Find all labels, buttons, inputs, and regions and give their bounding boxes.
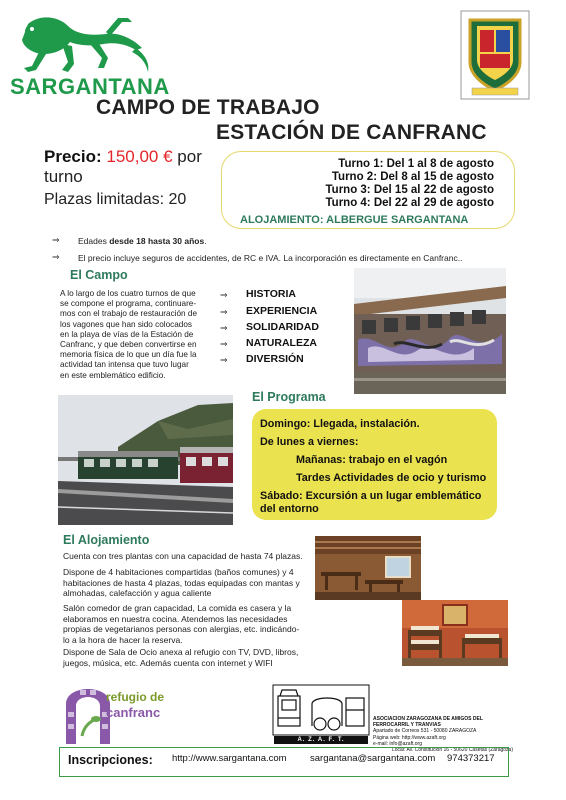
station-photo [58,395,233,525]
alojamiento-line: elaboramos en nuestra cocina. Atendemos las necesidades [63,613,288,624]
campo-line: memoria física de lo que un día fue la [60,350,197,360]
programa-domingo: Domingo: Llegada, instalación. [260,418,420,430]
bullet-item: NATURALEZA [246,337,317,349]
alojamiento-line: Salón comedor de gran capacidad, La comida es casera y la [63,603,292,613]
bullet-item: EXPERIENCIA [246,305,318,317]
campo-title: El Campo [70,268,128,282]
azaft-local: Local: Av. Constitución 16 - 50620 Casetas (Zaragoza) [392,747,513,754]
alojamiento-line: Dispone de Sala de Ocio anexa al refugio con TV, DVD, libros, [63,647,299,657]
alojamiento-line: juegos, música, etc. Además cuenta con internet y WIFI [63,657,273,668]
azaft-name: ASOCIACION ZARAGOZANA DE AMIGOS DEL FERROCARRIL Y TRANVIAS [373,716,483,729]
campo-line: se compone el programa, continuare- [60,299,197,309]
price-unit-wrap: turno [44,167,83,186]
coat-of-arms-logo [460,10,530,100]
inscripciones-label: Inscripciones: [68,753,153,767]
campo-line: en este emblemático edificio. [60,370,166,380]
campo-line: Canfranc, y que deben convertirse en [60,340,197,350]
double-arrow-icon: ⇒ [52,235,60,245]
alojamiento-p1: Cuenta con tres plantas con una capacidad de hasta 74 plazas. [63,551,303,561]
edades-suffix: . [204,236,207,246]
refugio-line1: refugio de [106,690,165,704]
double-arrow-icon: ⇒ [220,307,228,317]
alojamiento-header: ALOJAMIENTO: ALBERGUE SARGANTANA [240,214,469,226]
turno-item: Turno 1: Del 1 al 8 de agosto [338,158,494,170]
page-title-line2: ESTACIÓN DE CANFRANC [216,121,487,144]
lizard-icon [10,10,155,80]
website-link[interactable]: http://www.sargantana.com [172,753,287,764]
alojamiento-line: habitaciones de hasta 4 plazas, todas equipadas con mantas y [63,577,300,588]
dining-room-photo [315,536,421,600]
locomotive-icon [272,684,370,736]
bullet-item: SOLIDARIDAD [246,321,319,333]
alojamiento-p2 [63,567,333,599]
programa-mananas: Mañanas: trabajo en el vagón [296,454,448,466]
turno-item: Turno 2: Del 8 al 15 de agosto [331,171,494,183]
price-unit-inline: por [177,147,202,166]
campo-line: en la playa de vías de la Estación de [60,329,194,339]
edades-range: desde 18 hasta 30 años [109,236,205,246]
seguros-note: El precio incluye seguros de accidentes, de RC e IVA. La incorporación es directamente en Canfranc.. [78,253,463,263]
alojamiento-line: lo a la hora de hacer la reserva. [63,634,183,645]
double-arrow-icon: ⇒ [220,323,228,333]
email-link[interactable]: sargantana@sargantana.com [310,753,436,764]
alojamiento-line: propias de vegetarianos personas con alergias, etc. indicándo- [63,624,300,634]
azaft-line: Página web: http://www.azaft.org [373,734,446,741]
bedroom-photo [402,600,508,666]
refugio-line2: canfranc [106,705,161,720]
programa-title: El Programa [252,390,326,404]
phone-number[interactable]: 974373217 [447,753,495,764]
programa-sabado: Sábado: Excursión a un lugar emblemático [260,490,482,502]
campo-paragraph [60,289,213,381]
programa-lunes: De lunes a viernes: [260,436,359,448]
programa-tardes: Tardes Actividades de ocio y turismo [296,472,487,484]
plazas-limitadas: Plazas limitadas: 20 [44,191,187,208]
price-value: 150,00 € [106,147,173,166]
alojamiento-p3 [63,603,333,645]
programa-sabado-cont: del entorno [260,503,319,515]
page-title-line1: CAMPO DE TRABAJO [96,96,320,119]
programa-box [252,409,497,520]
turno-item: Turno 3: Del 15 al 22 de agosto [325,184,494,196]
turno-item: Turno 4: Del 22 al 29 de agosto [325,197,494,209]
alojamiento-p4 [63,647,333,668]
sargantana-logo [10,10,170,102]
azaft-line: e-mail: info@azaft.org [373,740,422,747]
shield-icon [460,10,530,100]
wagon-photo [354,268,506,394]
edades-note [78,236,207,246]
campo-line: A lo largo de los cuatro turnos de que [60,289,196,298]
refugio-canfranc-logo [60,674,188,744]
price-label: Precio: [44,147,102,166]
bullet-item: HISTORIA [246,288,296,300]
azaft-logo [272,684,370,744]
alojamiento-title: El Alojamiento [63,533,150,547]
alojamiento-line: Dispone de 4 habitaciones compartidas (baños comunes) y 4 [63,567,294,577]
price [44,147,224,187]
brand-name: SARGANTANA [10,74,170,99]
campo-line: actividad tan intensa que tuvo lugar [60,360,189,370]
alojamiento-line: almohadas, calefacción y agua caliente [63,588,212,598]
campo-line: mos con el trabajo de restauración de [60,309,197,319]
azaft-line: Apartado de Correos 531 - 50080 ZARAGOZA [373,728,477,735]
azaft-letters: A. Z. A. F. T. [274,736,368,744]
double-arrow-icon: ⇒ [220,290,228,300]
double-arrow-icon: ⇒ [52,252,60,262]
double-arrow-icon: ⇒ [220,339,228,349]
edades-prefix: Edades [78,236,107,246]
double-arrow-icon: ⇒ [220,355,228,365]
bullet-item: DIVERSIÓN [246,353,304,365]
campo-line: los vagones que han sido colocados [60,319,193,329]
